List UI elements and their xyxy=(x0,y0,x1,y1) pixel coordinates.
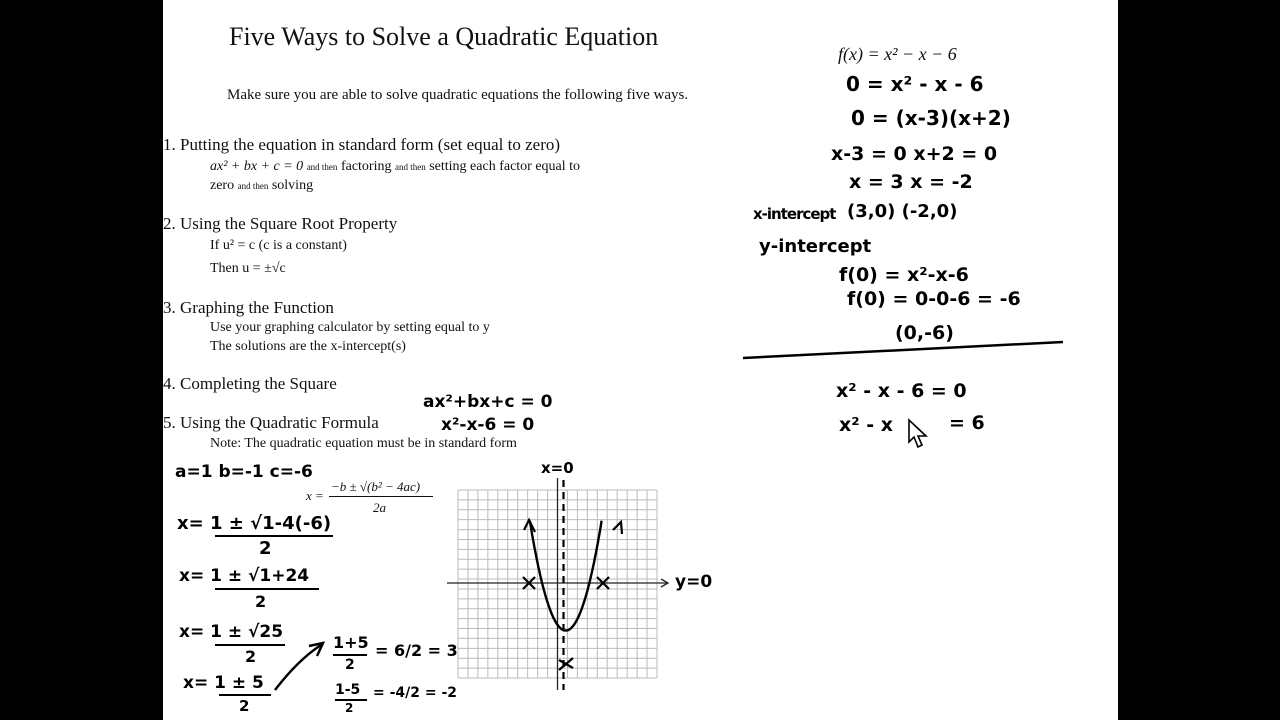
hw-complete-step-2a: x² - x xyxy=(839,414,893,436)
hw-qf-step-4-numerator: x= 1 ± 5 xyxy=(183,673,264,693)
document-page xyxy=(163,0,1118,720)
hw-root-2-numerator: 1-5 xyxy=(335,682,361,698)
method-3-heading: 3. Graphing the Function xyxy=(163,298,334,317)
hw-complete-step-1: x² - x - 6 = 0 xyxy=(836,380,967,402)
hw-root-2-result: = -4/2 = -2 xyxy=(373,685,458,701)
hw-qf-step-1-denominator: 2 xyxy=(259,538,272,559)
hw-function: f(x) = x² − x − 6 xyxy=(838,44,957,64)
method-5-heading: 5. Using the Quadratic Formula xyxy=(163,413,379,432)
method-2-line-2: Then u = ±√c xyxy=(210,261,286,276)
method-3-line-2: The solutions are the x-intercept(s) xyxy=(210,339,406,354)
graph-axis-label-x0: x=0 xyxy=(541,459,574,477)
hw-qf-step-3-numerator: x= 1 ± √25 xyxy=(179,622,284,642)
hw-step-1: 0 = x² - x - 6 xyxy=(846,72,984,96)
parabola-curve xyxy=(530,521,602,631)
hw-root-1-denominator: 2 xyxy=(345,657,355,673)
parabola-arrow-left xyxy=(524,520,535,532)
hw-qf-step-2-numerator: x= 1 ± √1+24 xyxy=(179,566,310,586)
hw-step-2: 0 = (x-3)(x+2) xyxy=(851,106,1011,130)
hw-qf-step-2-denominator: 2 xyxy=(255,592,267,611)
method-2-line-1: If u² = c (c is a constant) xyxy=(210,238,347,253)
hw-y-intercept-point: (0,-6) xyxy=(895,322,954,344)
hw-root-2-denominator: 2 xyxy=(345,701,354,715)
hw-root-1-result: = 6/2 = 3 xyxy=(375,641,458,660)
formula-denominator: 2a xyxy=(373,500,386,515)
method-5-note: Note: The quadratic equation must be in standard form xyxy=(210,436,517,451)
hw-step-3: x-3 = 0 x+2 = 0 xyxy=(831,143,998,165)
graph-grid xyxy=(163,0,1118,720)
hw-y-intercept-label: y-intercept xyxy=(759,236,872,257)
hw-x-intercept-values: (3,0) (-2,0) xyxy=(847,201,958,222)
hw-x-intercept-label: x-intercept xyxy=(753,205,836,223)
method-4-heading: 4. Completing the Square xyxy=(163,374,337,393)
formula-lhs: x = xyxy=(306,488,324,503)
hw-f0-step-1: f(0) = x²-x-6 xyxy=(839,264,969,286)
method-1-line-1: ax² + bx + c = 0 and then factoring and then setting each factor equal to xyxy=(210,159,581,174)
method-2-heading: 2. Using the Square Root Property xyxy=(163,214,398,233)
method-3-line-1: Use your graphing calculator by setting equal to y xyxy=(210,320,490,335)
hw-complete-step-2b: = 6 xyxy=(949,412,985,434)
hw-f0-step-2: f(0) = 0-0-6 = -6 xyxy=(847,288,1021,310)
hw-qf-step-1-numerator: x= 1 ± √1-4(-6) xyxy=(177,513,332,534)
method-1-heading: 1. Putting the equation in standard form (set equal to zero) xyxy=(163,135,561,154)
graph-axis-label-y0: y=0 xyxy=(675,572,713,592)
hw-standard-form: ax²+bx+c = 0 xyxy=(423,392,553,412)
page-subtitle: Make sure you are able to solve quadratic equations the following five ways. xyxy=(227,87,689,103)
hw-qf-step-4-denominator: 2 xyxy=(239,697,250,715)
hw-coefficients: a=1 b=-1 c=-6 xyxy=(175,462,313,482)
hw-step-4: x = 3 x = -2 xyxy=(849,171,973,193)
formula-numerator: −b ± √(b² − 4ac) xyxy=(331,479,421,494)
page-title: Five Ways to Solve a Quadratic Equation xyxy=(229,22,659,51)
hw-standard-equation: x²-x-6 = 0 xyxy=(441,415,535,435)
method-1-line-2: zero and then solving xyxy=(210,178,314,193)
hw-qf-step-3-denominator: 2 xyxy=(245,647,257,666)
hw-root-1-numerator: 1+5 xyxy=(333,633,369,652)
